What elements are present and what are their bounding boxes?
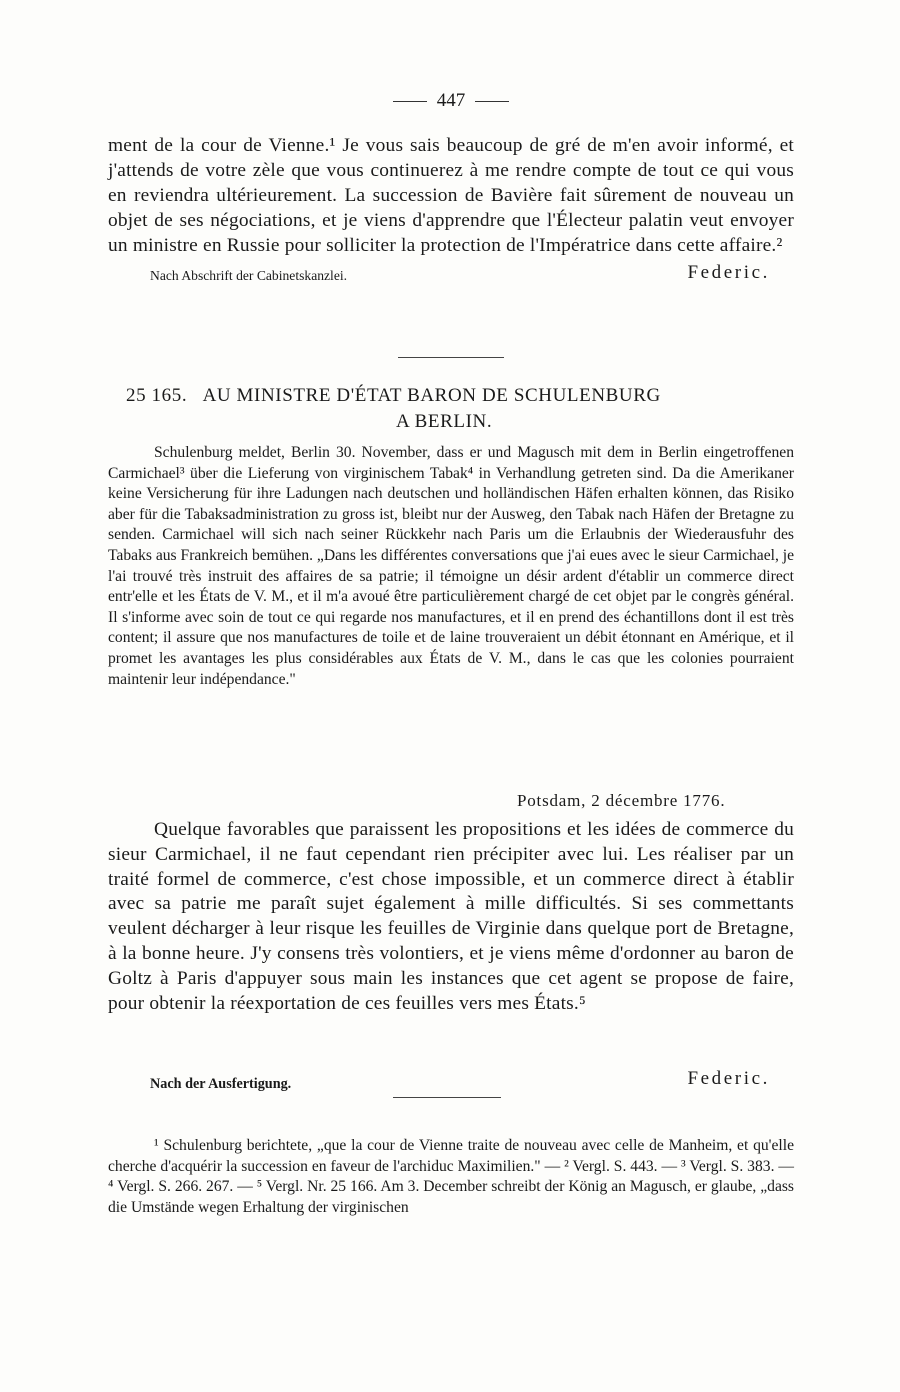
top-letter — [108, 133, 794, 288]
letter-heading — [126, 385, 806, 407]
section-divider — [398, 357, 504, 358]
letter-body: Quelque favorables que paraissent les propositions et les idées de commerce du sieur Carmichael, il ne faut cependant rien précipiter avec lui. Les réaliser par un traité formel de commerce, c'est chose impossible, et un commerce direct à établir avec sa patrie me paraît sujet également à mille difficultés. Si ses commettants veulent décharger à leur risque les feuilles de Virginie dans quelque port de Bretagne, à la bonne heure. J'y consens très volontiers, et je viens même d'ordonner au baron de Goltz à Paris d'appuyer sous main les instances que cet agent se propose de faire, pour obtenir la réexportation de ces feuilles vers mes États.⁵ — [108, 819, 794, 1014]
footnote-divider — [393, 1097, 501, 1098]
letter-signature: Federic. — [687, 1068, 770, 1089]
page-number: 447 — [436, 90, 466, 111]
top-letter-text: ment de la cour de Vienne.¹ Je vous sais beaucoup de gré de m'en avoir informé, et j'attends de votre zèle que vous continuerez à me rendre compte de tout ce qui vous en reviendra ultérieurement. La succession de Bavière fait sûrement de nouveau un objet de ses négociations, et je viens d'apprendre que l'Électeur palatin veut envoyer un ministre en Russie pour solliciter la protection de l'Impératrice dans cette affaire.² — [108, 135, 794, 256]
page-header — [108, 90, 794, 112]
top-letter-sign-row — [108, 262, 794, 288]
footnotes: ¹ Schulenburg berichtete, „que la cour de Vienne traite de nouveau avec celle de Manheim, et qu'elle cherche d'acquérir la succession en faveur de l'archiduc Maximilien." — ² Vergl. S. 443. — ³ Vergl. S. 383. — ⁴ Vergl. S. 266. 267. — ⁵ Vergl. Nr. 25 166. Am 3. December schreibt der König an Magusch, er glaube, „dass die Umstände wegen Erhaltung der virginischen — [108, 1137, 794, 1216]
header-dash-right — [475, 101, 509, 102]
footnotes-block — [108, 1136, 794, 1218]
letter-summary-block — [108, 443, 794, 690]
letter-source: Nach der Ausfertigung. — [150, 1076, 292, 1092]
letter-sign-row — [108, 1068, 794, 1098]
letter-summary: Schulenburg meldet, Berlin 30. November, dass er und Magusch mit dem in Berlin eingetroffenen Carmichael³ über die Lieferung von virginischem Tabak⁴ in Verhandlung getreten sind. Da die Amerikaner keine Versicherung für ihre Ladungen nach deutschen und holländischen Häfen erhalten können, das Risiko aber für die Tabaksadministration zu gross ist, bleibt nur der Ausweg, den Tabak nach Häfen der Bretagne zu senden. Carmichael will sich nach seiner Rückkehr nach Paris um die Erlaubnis der Wiederausfuhr des Tabaks aus Frankreich bemühen. „Dans les différentes conversations que j'ai eues avec le sieur Carmichael, je l'ai trouvé très instruit des affaires de sa patrie; il témoigne un désir ardent d'établir un commerce direct entr'elle et les États de V. M., et il m'a avoué être particulièrement chargé de cet objet par le congrès général. Il s'informe avec soin de tout ce qui regarde nos manufactures, et il en prend des échantillons dont il est très content; il assure que nos manufactures de toile et de laine trouveraient un débit étonnant en Amérique, et il promet les avantages les plus considérables aux États de V. M., dans le cas que les colonies pourraient maintenir leur indépendance." — [108, 444, 794, 688]
letter-title-line1: AU MINISTRE D'ÉTAT BARON DE SCHULENBURG — [202, 385, 661, 406]
letter-title-line2: A BERLIN. — [396, 411, 493, 432]
header-dash-left — [393, 101, 427, 102]
top-letter-source: Nach Abschrift der Cabinetskanzlei. — [150, 268, 348, 283]
letter-number: 25 165. — [126, 385, 188, 406]
top-letter-signature: Federic. — [687, 262, 770, 283]
letter-body-block — [108, 818, 794, 1016]
letter-date: Potsdam, 2 décembre 1776. — [517, 791, 726, 810]
